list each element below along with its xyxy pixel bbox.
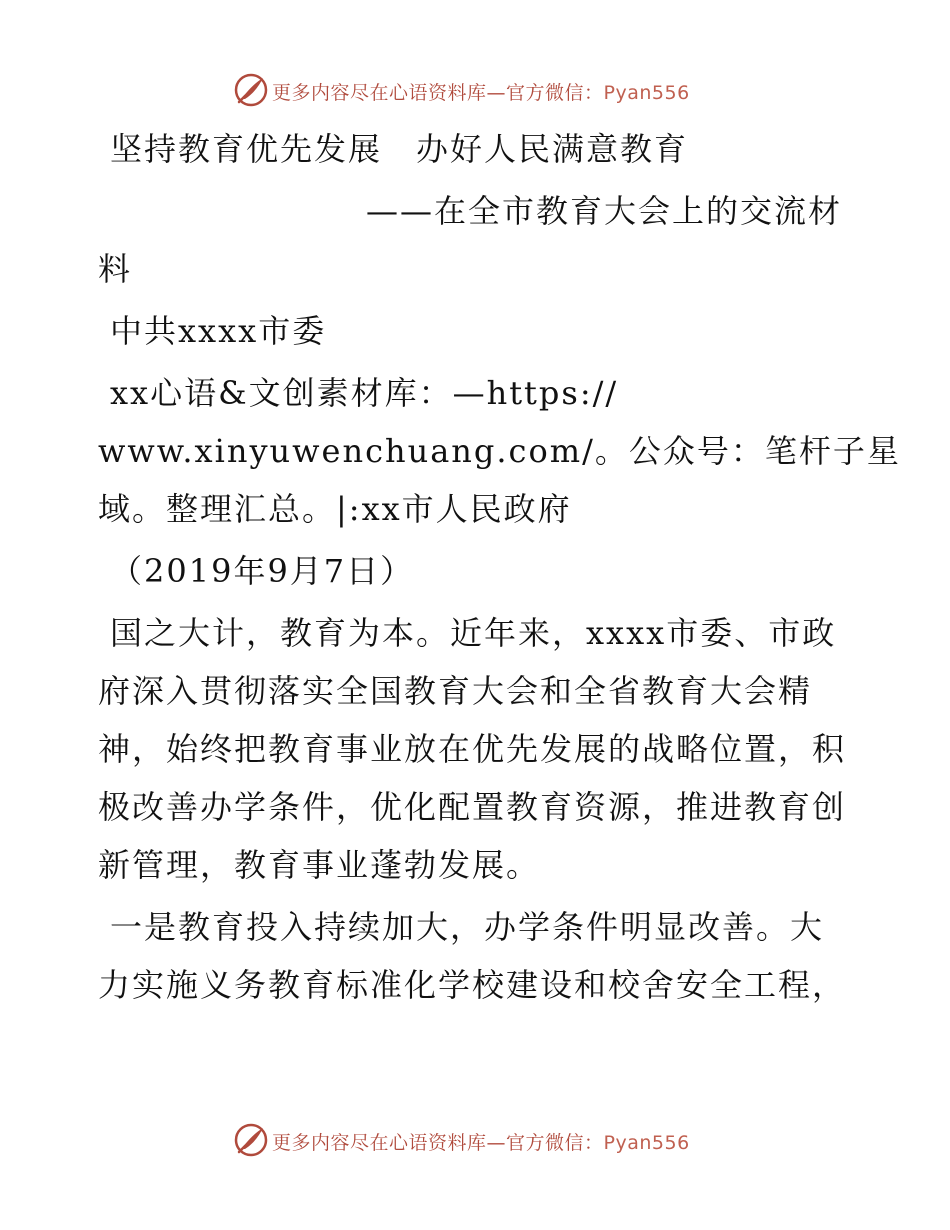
- watermark-label: 更多内容尽在心语资料库—官方微信：: [272, 1132, 604, 1154]
- header-watermark-banner: [0, 70, 950, 110]
- paragraph-line: 新管理，教育事业蓬勃发展。: [98, 846, 541, 884]
- source-line-2: www.xinyuwenchuang.com/。公众号：笔杆子星: [98, 432, 901, 470]
- paragraph-line: 府深入贯彻落实全国教育大会和全省教育大会精: [98, 672, 813, 710]
- paragraph-2: [98, 898, 858, 1014]
- document-subtitle-line-2: 料: [98, 250, 133, 288]
- title-part-1: 坚持教育优先发展: [110, 130, 383, 168]
- footer-watermark-banner: [0, 1120, 950, 1160]
- author-org: 中共xxxx市委: [110, 312, 327, 350]
- paragraph-line: 极改善办学条件，优化配置教育资源，推进教育创: [98, 788, 847, 826]
- document-date: （2019年9月7日）: [110, 552, 415, 590]
- paragraph-line: 力实施义务教育标准化学校建设和校舍安全工程，: [98, 966, 847, 1004]
- watermark-text: [272, 1128, 690, 1155]
- document-body: [98, 120, 901, 1014]
- paragraph-line: 国之大计，教育为本。近年来，xxxx市委、市政: [110, 614, 837, 652]
- paragraph-line: 神，始终把教育事业放在优先发展的战略位置，积: [98, 730, 847, 768]
- paragraph-1: [98, 604, 858, 894]
- source-line-1: xx心语&文创素材库：—https://: [110, 374, 619, 412]
- watermark-label: 更多内容尽在心语资料库—官方微信：: [272, 82, 604, 104]
- source-note: [98, 364, 901, 538]
- document-subtitle-line-1: ——在全市教育大会上的交流材: [366, 192, 843, 230]
- wechat-id: Pyan556: [603, 1132, 690, 1154]
- feather-pen-logo-icon: [233, 1122, 269, 1158]
- watermark-text: [272, 78, 690, 105]
- feather-pen-logo-icon: [233, 72, 269, 108]
- document-title: [110, 120, 858, 178]
- title-part-2: 办好人民满意教育: [416, 130, 689, 168]
- paragraph-line: 一是教育投入持续加大，办学条件明显改善。大: [110, 908, 825, 946]
- source-line-3: 域。整理汇总。|:xx市人民政府: [98, 490, 572, 528]
- wechat-id: Pyan556: [603, 82, 690, 104]
